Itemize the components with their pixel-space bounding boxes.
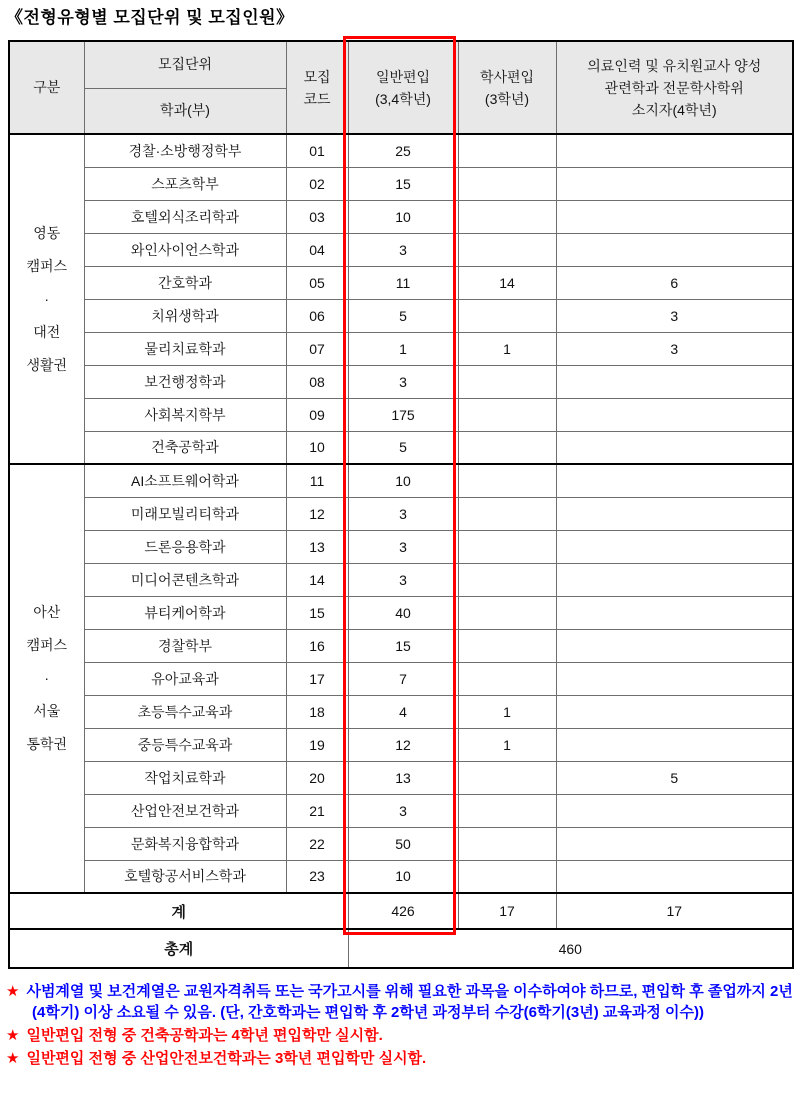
medical-cell: 3 (556, 299, 793, 332)
dept-cell: 건축공학과 (84, 431, 286, 464)
bachelor-cell (458, 530, 556, 563)
bachelor-cell (458, 761, 556, 794)
dept-cell: 중등특수교육과 (84, 728, 286, 761)
col-header-code-line2: 코드 (303, 90, 331, 107)
campus-label-line: 통학권 (26, 736, 68, 752)
dept-cell: 치위생학과 (84, 299, 286, 332)
table-row (9, 728, 793, 761)
medical-cell (556, 233, 793, 266)
general-cell: 10 (348, 860, 458, 893)
medical-cell (556, 398, 793, 431)
general-cell: 10 (348, 464, 458, 497)
footnote (6, 1048, 796, 1069)
code-cell: 04 (286, 233, 348, 266)
table-row (9, 134, 793, 167)
medical-cell (556, 695, 793, 728)
sum-medical: 17 (556, 893, 793, 929)
sum-row (9, 893, 793, 929)
table-row (9, 695, 793, 728)
code-cell: 03 (286, 200, 348, 233)
dept-cell: 뷰티케어학과 (84, 596, 286, 629)
general-cell: 3 (348, 233, 458, 266)
bachelor-cell (458, 134, 556, 167)
table-row (9, 596, 793, 629)
campus-label-line: · (44, 290, 50, 307)
table-row (9, 431, 793, 464)
medical-cell (556, 431, 793, 464)
col-header-bachelor-line1: 학사편입 (479, 68, 535, 85)
bachelor-cell (458, 365, 556, 398)
col-header-bachelor-line2: (3학년) (484, 90, 530, 107)
col-header-general-line2: (3,4학년) (375, 90, 431, 107)
bachelor-cell (458, 497, 556, 530)
col-header-general-line1: 일반편입 (375, 68, 431, 85)
col-header-medical (556, 41, 793, 134)
col-header-code-line1: 모집 (303, 68, 331, 85)
campus-label-line: 대전 (33, 323, 61, 340)
general-cell: 13 (348, 761, 458, 794)
medical-cell: 6 (556, 266, 793, 299)
dept-cell: 물리치료학과 (84, 332, 286, 365)
general-cell: 1 (348, 332, 458, 365)
code-cell: 13 (286, 530, 348, 563)
campus-label-line: 캠퍼스 (26, 257, 68, 274)
bachelor-cell (458, 233, 556, 266)
general-cell: 3 (348, 365, 458, 398)
general-cell: 7 (348, 662, 458, 695)
header-row-1 (9, 41, 793, 88)
grand-total-label: 총계 (9, 929, 348, 968)
code-cell: 05 (286, 266, 348, 299)
dept-cell: 미래모빌리티학과 (84, 497, 286, 530)
table-row (9, 464, 793, 497)
general-cell: 3 (348, 563, 458, 596)
table-row (9, 563, 793, 596)
bachelor-cell (458, 200, 556, 233)
col-header-medical-line1: 의료인력 및 유치원교사 양성 (587, 57, 762, 74)
table-row (9, 266, 793, 299)
medical-cell (556, 464, 793, 497)
bachelor-cell: 1 (458, 332, 556, 365)
table-row (9, 860, 793, 893)
footnote-text: 일반편입 전형 중 산업안전보건학과는 3학년 편입학만 실시함. (26, 1050, 427, 1067)
code-cell: 06 (286, 299, 348, 332)
bachelor-cell (458, 431, 556, 464)
dept-cell: 문화복지융합학과 (84, 827, 286, 860)
table-row (9, 761, 793, 794)
dept-cell: 호텔외식조리학과 (84, 200, 286, 233)
bachelor-cell: 1 (458, 695, 556, 728)
code-cell: 02 (286, 167, 348, 200)
grand-total-value: 460 (348, 929, 793, 968)
admissions-table (8, 40, 794, 969)
medical-cell (556, 200, 793, 233)
general-cell: 3 (348, 794, 458, 827)
table-row (9, 365, 793, 398)
col-header-bachelor (458, 41, 556, 134)
campus-label-line: 서울 (33, 703, 61, 719)
medical-cell (556, 530, 793, 563)
code-cell: 22 (286, 827, 348, 860)
bachelor-cell (458, 167, 556, 200)
medical-cell (556, 728, 793, 761)
code-cell: 01 (286, 134, 348, 167)
medical-cell (556, 596, 793, 629)
footnotes (6, 981, 796, 1071)
general-cell: 5 (348, 299, 458, 332)
dept-cell: 산업안전보건학과 (84, 794, 286, 827)
code-cell: 09 (286, 398, 348, 431)
bachelor-cell (458, 563, 556, 596)
bachelor-cell (458, 860, 556, 893)
bachelor-cell (458, 398, 556, 431)
code-cell: 12 (286, 497, 348, 530)
medical-cell (556, 134, 793, 167)
code-cell: 19 (286, 728, 348, 761)
code-cell: 16 (286, 629, 348, 662)
medical-cell (556, 860, 793, 893)
code-cell: 15 (286, 596, 348, 629)
bachelor-cell (458, 662, 556, 695)
campus-label-line: 아산 (33, 604, 61, 620)
footnote (6, 1025, 796, 1046)
campus-label-asan (9, 464, 84, 893)
code-cell: 07 (286, 332, 348, 365)
general-cell: 5 (348, 431, 458, 464)
bachelor-cell (458, 827, 556, 860)
sum-general: 426 (348, 893, 458, 929)
table-row (9, 629, 793, 662)
general-cell: 10 (348, 200, 458, 233)
code-cell: 23 (286, 860, 348, 893)
dept-cell: 경찰학부 (84, 629, 286, 662)
sum-bachelor: 17 (458, 893, 556, 929)
code-cell: 10 (286, 431, 348, 464)
medical-cell (556, 662, 793, 695)
code-cell: 17 (286, 662, 348, 695)
general-cell: 15 (348, 629, 458, 662)
dept-cell: 유아교육과 (84, 662, 286, 695)
bachelor-cell: 1 (458, 728, 556, 761)
medical-cell: 3 (556, 332, 793, 365)
dept-cell: 와인사이언스학과 (84, 233, 286, 266)
medical-cell (556, 167, 793, 200)
medical-cell (556, 794, 793, 827)
table-row (9, 497, 793, 530)
bachelor-cell (458, 464, 556, 497)
campus-label-line: 생활권 (26, 356, 68, 373)
general-cell: 12 (348, 728, 458, 761)
star-icon: ★ (6, 1050, 20, 1067)
dept-cell: 미디어콘텐츠학과 (84, 563, 286, 596)
medical-cell (556, 629, 793, 662)
code-cell: 14 (286, 563, 348, 596)
bachelor-cell (458, 629, 556, 662)
general-cell: 50 (348, 827, 458, 860)
table-row (9, 167, 793, 200)
bachelor-cell: 14 (458, 266, 556, 299)
general-cell: 4 (348, 695, 458, 728)
general-cell: 40 (348, 596, 458, 629)
medical-cell (556, 497, 793, 530)
table-row (9, 233, 793, 266)
footnote (6, 981, 796, 1023)
campus-label-line: · (44, 670, 50, 686)
table-row (9, 398, 793, 431)
col-header-dept: 학과(부) (84, 88, 286, 134)
medical-cell: 5 (556, 761, 793, 794)
star-icon: ★ (6, 983, 20, 1000)
table-row (9, 299, 793, 332)
bachelor-cell (458, 299, 556, 332)
bachelor-cell (458, 596, 556, 629)
dept-cell: 보건행정학과 (84, 365, 286, 398)
dept-cell: 간호학과 (84, 266, 286, 299)
dept-cell: 사회복지학부 (84, 398, 286, 431)
table-row (9, 200, 793, 233)
grand-total-row (9, 929, 793, 968)
code-cell: 08 (286, 365, 348, 398)
code-cell: 20 (286, 761, 348, 794)
footnote-text: 일반편입 전형 중 건축공학과는 4학년 편입학만 실시함. (26, 1027, 383, 1044)
star-icon: ★ (6, 1027, 20, 1044)
dept-cell: 호텔항공서비스학과 (84, 860, 286, 893)
general-cell: 15 (348, 167, 458, 200)
campus-label-line: 영동 (33, 224, 61, 241)
table-row (9, 662, 793, 695)
dept-cell: 스포츠학부 (84, 167, 286, 200)
table-row (9, 827, 793, 860)
dept-cell: 드론응용학과 (84, 530, 286, 563)
col-header-code (286, 41, 348, 134)
col-header-medical-line2: 관련학과 전문학사학위 (604, 79, 744, 96)
general-cell: 3 (348, 530, 458, 563)
dept-cell: 작업치료학과 (84, 761, 286, 794)
footnote-text: 사범계열 및 보건계열은 교원자격취득 또는 국가고시를 위해 필요한 과목을 이수하여야 하므로, 편입학 후 졸업까지 2년(4학기) 이상 소요될 수 있음. (단, 간호학과는 편입학 후 2학년 과정부터 수강(6학기(3년) 교육과정 이수)) (26, 983, 793, 1021)
col-header-medical-line3: 소지자(4학년) (631, 101, 717, 118)
campus-label-line: 캠퍼스 (26, 637, 68, 653)
general-cell: 175 (348, 398, 458, 431)
page-title: 《전형유형별 모집단위 및 모집인원》 (6, 8, 294, 27)
medical-cell (556, 827, 793, 860)
sum-label: 계 (9, 893, 348, 929)
medical-cell (556, 365, 793, 398)
col-header-gubun: 구분 (9, 41, 84, 134)
dept-cell: 경찰·소방행정학부 (84, 134, 286, 167)
medical-cell (556, 563, 793, 596)
general-cell: 3 (348, 497, 458, 530)
campus-label-yeongdong (9, 134, 84, 464)
general-cell: 11 (348, 266, 458, 299)
code-cell: 21 (286, 794, 348, 827)
bachelor-cell (458, 794, 556, 827)
table-row (9, 530, 793, 563)
table-row (9, 332, 793, 365)
code-cell: 11 (286, 464, 348, 497)
col-header-general (348, 41, 458, 134)
general-cell: 25 (348, 134, 458, 167)
col-header-unit: 모집단위 (84, 41, 286, 88)
table-row (9, 794, 793, 827)
dept-cell: AI소프트웨어학과 (84, 464, 286, 497)
code-cell: 18 (286, 695, 348, 728)
dept-cell: 초등특수교육과 (84, 695, 286, 728)
